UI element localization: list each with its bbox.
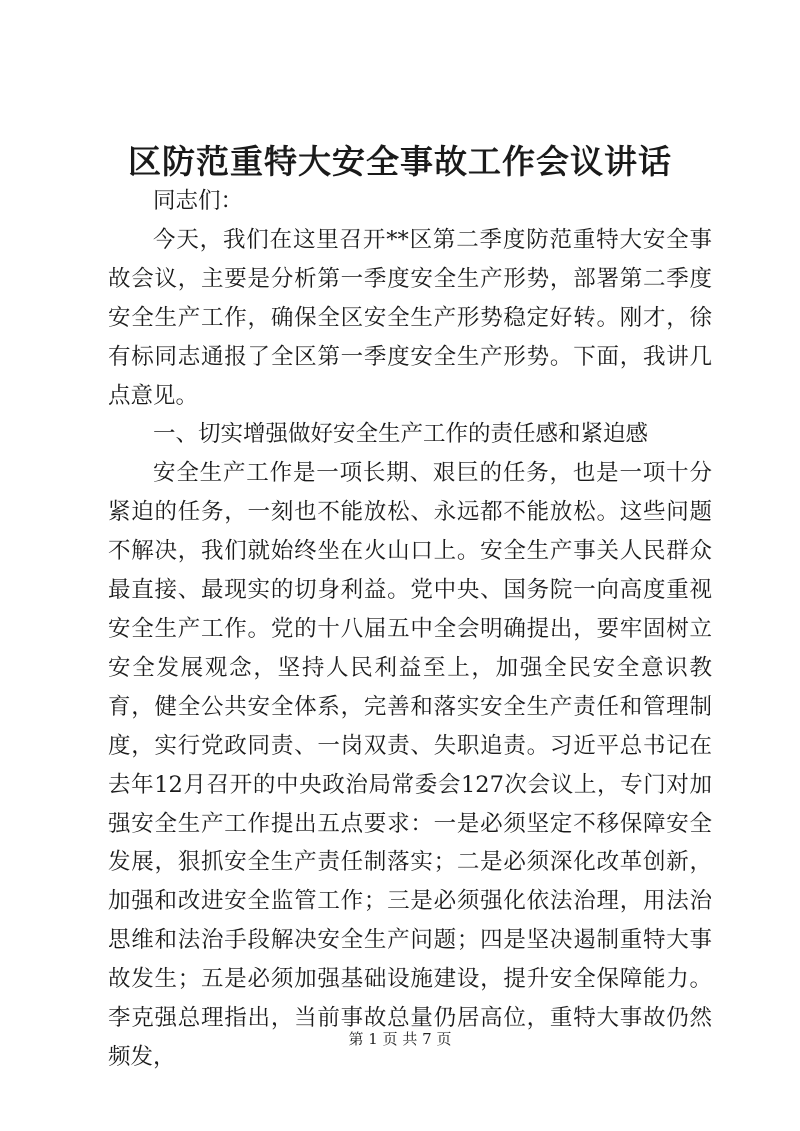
body-paragraph: 安全生产工作是一项长期、艰巨的任务，也是一项十分紧迫的任务，一刻也不能放松、永远都不能放松。这些问题不解决，我们就始终坐在火山口上。安全生产事关人民群众最直接、最现实的切身利益。党中央、国务院一向高度重视安全生产工作。党的十八届五中全会明确提出，要牢固树立安全发展观念，坚持人民利益至上，加强全民安全意识教育，健全公共安全体系，完善和落实安全生产责任和管理制度，实行党政同责、一岗双责、失职追责。习近平总书记在去年12月召开的中央政治局常委会127次会议上，专门对加强安全生产工作提出五点要求：一是必须坚定不移保障安全发展，狠抓安全生产责任制落实；二是必须深化改革创新，加强和改进安全监管工作；三是必须强化依法治理，用法治思维和法治手段解决安全生产问题；四是坚决遏制重特大事故发生；五是必须加强基础设施建设，提升安全保障能力。李克强总理指出，当前事故总量仍居高位，重特大事故仍然频发， [108,460,712,1070]
document-body [108,182,712,1077]
intro-paragraph: 今天，我们在这里召开**区第二季度防范重特大安全事故会议，主要是分析第一季度安全生产形势，部署第二季度安全生产工作，确保全区安全生产形势稳定好转。刚才，徐有标同志通报了全区第一季度安全生产形势。下面，我讲几点意见。 [108,226,712,409]
page-number-footer: 第 1 页 共 7 页 [348,1030,452,1048]
document-title: 区防范重特大安全事故工作会议讲话 [128,142,672,181]
salutation-paragraph: 同志们： [153,188,244,214]
section-heading: 一、切实增强做好安全生产工作的责任感和紧迫感 [153,421,649,448]
